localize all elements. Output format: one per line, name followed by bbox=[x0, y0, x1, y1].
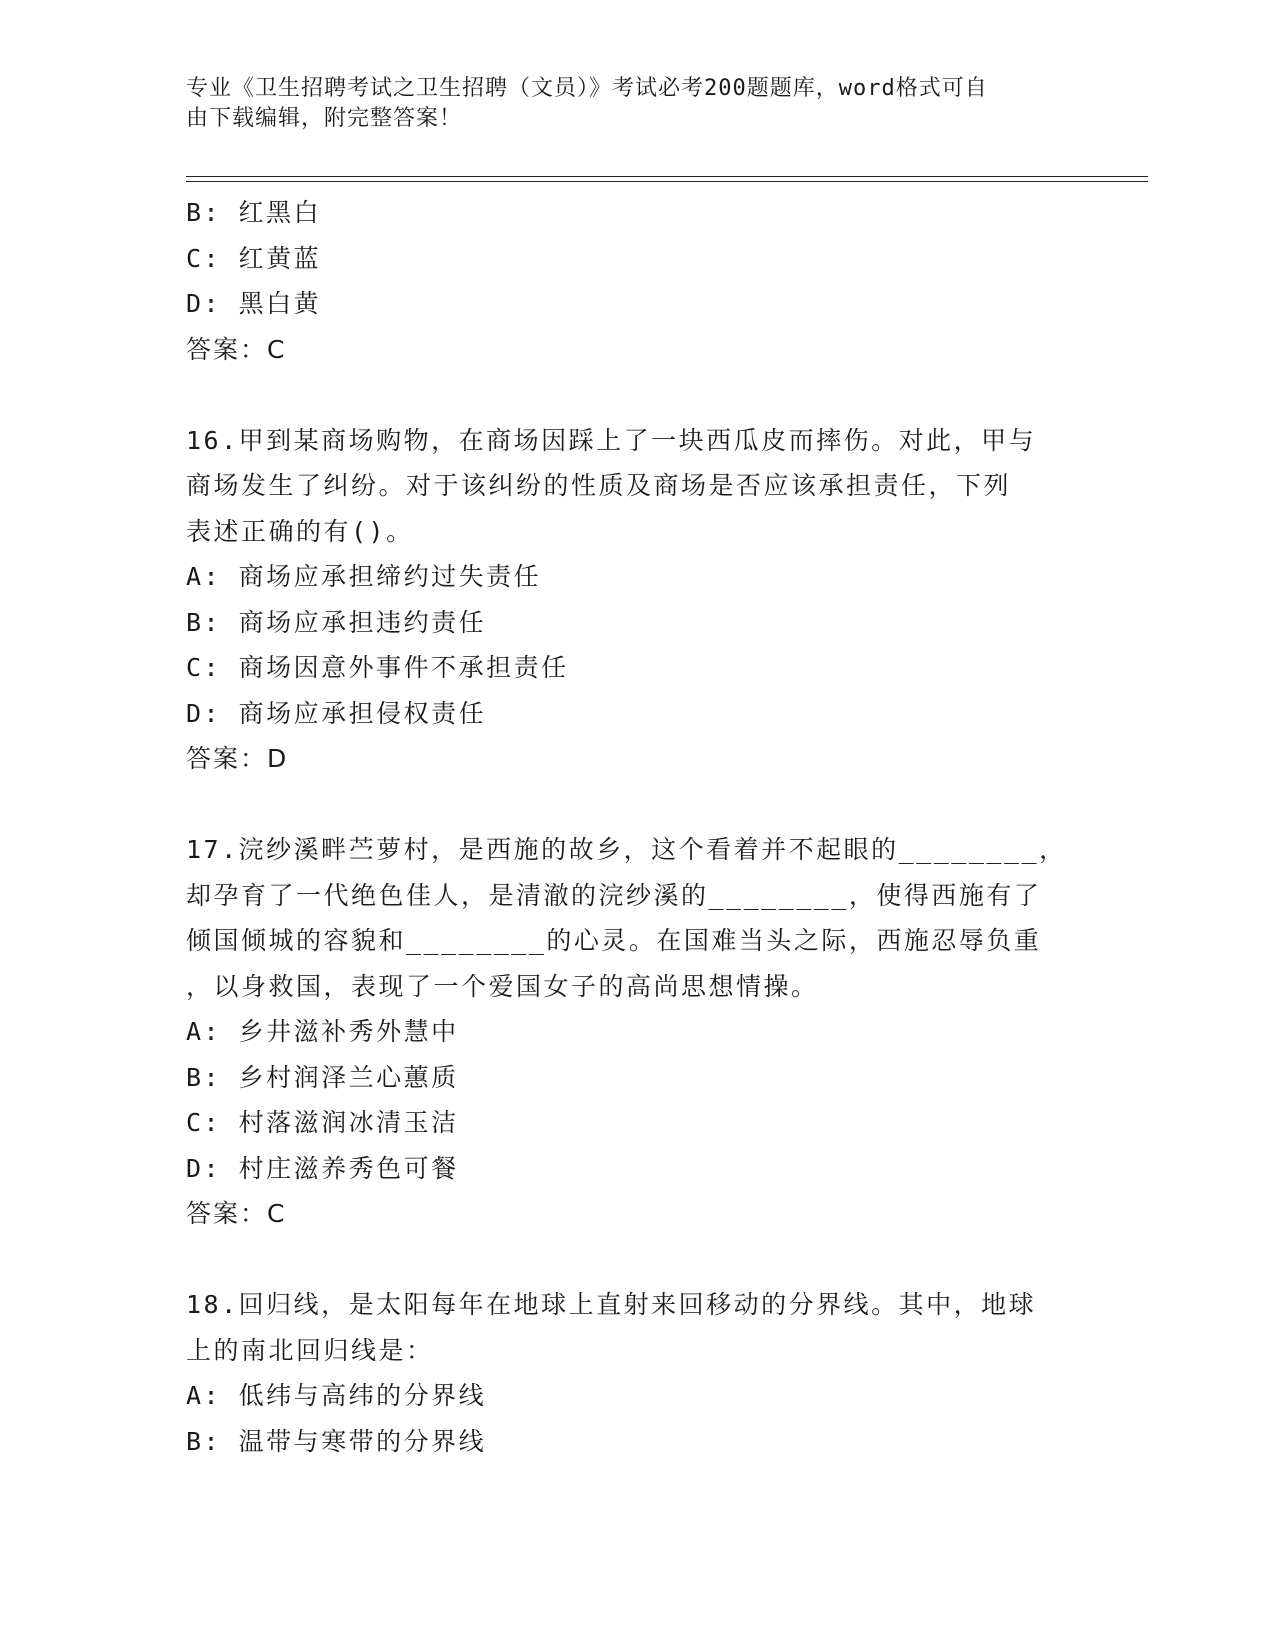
option-d: D: 村庄滋养秀色可餐 bbox=[186, 1153, 459, 1183]
question-stem-line: 倾国倾城的容貌和________的心灵。在国难当头之际，西施忍辱负重 bbox=[186, 926, 1042, 955]
question-stem-line: 商场发生了纠纷。对于该纠纷的性质及商场是否应该承担责任，下列 bbox=[186, 471, 1012, 500]
question-stem-line: 上的南北回归线是： bbox=[186, 1335, 434, 1365]
option-b: B: 乡村润泽兰心蕙质 bbox=[186, 1062, 459, 1092]
question-stem-line: 17.浣纱溪畔苎萝村，是西施的故乡，这个看着并不起眼的________， bbox=[186, 835, 1067, 864]
question-15-tail bbox=[186, 190, 1066, 372]
page-header bbox=[186, 74, 1066, 134]
option-b: B: 温带与寒带的分界线 bbox=[186, 1426, 487, 1456]
question-stem-line: 16.甲到某商场购物，在商场因踩上了一块西瓜皮而摔伤。对此，甲与 bbox=[186, 425, 1037, 455]
question-stem-line: 表述正确的有()。 bbox=[186, 516, 414, 546]
spacer bbox=[186, 782, 1066, 828]
spacer bbox=[186, 372, 1066, 418]
question-list bbox=[186, 190, 1066, 1464]
question-17 bbox=[186, 827, 1066, 1237]
header-divider-bottom bbox=[186, 181, 1148, 182]
option-a: A: 乡井滋补秀外慧中 bbox=[186, 1017, 459, 1046]
answer-line: 答案：C bbox=[186, 334, 287, 364]
question-stem-line: 却孕育了一代绝色佳人，是清澈的浣纱溪的________，使得西施有了 bbox=[186, 880, 1042, 910]
header-line-1: 专业《卫生招聘考试之卫生招聘（文员）》考试必考200题题库，word格式可自 bbox=[186, 76, 988, 101]
option-a: A: 商场应承担缔约过失责任 bbox=[186, 562, 542, 591]
option-c: C: 红黄蓝 bbox=[186, 243, 322, 273]
question-stem-line: 18.回归线，是太阳每年在地球上直射来回移动的分界线。其中，地球 bbox=[186, 1290, 1037, 1319]
answer-line: 答案：C bbox=[186, 1199, 287, 1228]
option-b: B: 商场应承担违约责任 bbox=[186, 607, 487, 637]
answer-line: 答案：D bbox=[186, 744, 289, 773]
question-stem-line: ，以身救国，表现了一个爱国女子的高尚思想情操。 bbox=[186, 971, 819, 1001]
option-c: C: 村落滋润冰清玉洁 bbox=[186, 1108, 459, 1137]
option-d: D: 商场应承担侵权责任 bbox=[186, 698, 487, 728]
option-d: D: 黑白黄 bbox=[186, 289, 322, 318]
question-16 bbox=[186, 418, 1066, 782]
spacer bbox=[186, 1237, 1066, 1283]
option-b: B: 红黑白 bbox=[186, 198, 322, 227]
header-divider-top bbox=[186, 176, 1148, 177]
question-18 bbox=[186, 1282, 1066, 1464]
option-c: C: 商场因意外事件不承担责任 bbox=[186, 653, 569, 682]
option-a: A: 低纬与高纬的分界线 bbox=[186, 1381, 487, 1410]
header-line-2: 由下载编辑，附完整答案！ bbox=[186, 106, 463, 131]
